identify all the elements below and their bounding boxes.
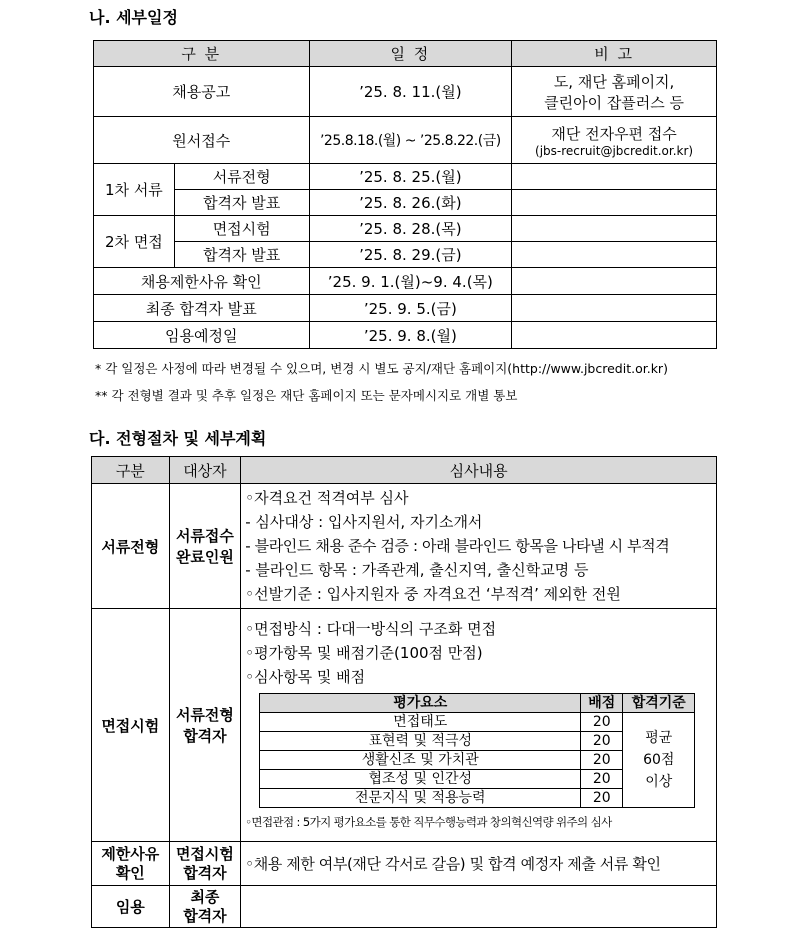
schedule-remark [512,268,717,295]
process-row-interview [92,609,717,842]
schedule-date: ’25. 9. 5.(금) [309,295,512,322]
remark-line: 도, 재단 홈페이지, [553,72,675,91]
criteria-line: 평균 [645,729,673,746]
content-line: ◦면접방식 : 다대一방식의 구조화 면접 [245,619,497,638]
remark-line: 클린아이 잡플러스 등 [544,93,685,112]
schedule-date: ’25. 8. 25.(월) [309,164,512,190]
process-content: ◦채용 제한 여부(재단 각서로 갈음) 및 합격 예정자 제출 서류 확인 [241,842,717,886]
target-line: 면접시험 [175,844,234,863]
criteria-line: 이상 [645,773,673,790]
evaluation-table [259,693,695,808]
schedule-remark [512,216,717,242]
schedule-remark [512,164,717,190]
evaluation-item: 협조성 및 인간성 [260,769,581,788]
schedule-row [94,67,717,117]
schedule-group-label: 2차 면접 [94,216,175,268]
content-line: - 심사대상 : 입사지원서, 자기소개서 [245,513,483,531]
content-line: - 블라인드 항목 : 가족관계, 출신지역, 출신학교명 등 [245,561,589,579]
process-row-document [92,484,717,609]
process-header-content: 심사내용 [241,457,717,484]
schedule-sub-label: 합격자 발표 [174,242,309,268]
target-line: 서류접수 [175,527,234,545]
process-target [169,484,241,609]
schedule-row [94,322,717,349]
target-line: 합격자 [183,906,227,925]
schedule-sub-label: 면접시험 [174,216,309,242]
schedule-row [94,216,717,242]
content-line: ◦평가항목 및 배점기준(100점 만점) [245,643,483,662]
schedule-header-row [94,41,717,67]
target-line: 합격자 [183,863,227,882]
process-row-restriction [92,842,717,886]
content-line: ◦자격요건 적격여부 심사 [245,489,409,507]
schedule-row [94,117,717,164]
schedule-row [94,242,717,268]
schedule-remark [512,67,717,117]
process-target [169,609,241,842]
schedule-header-date: 일 정 [309,41,512,67]
schedule-label: 원서접수 [94,117,310,164]
schedule-note: * 각 일정은 사정에 따라 변경될 수 있으며, 변경 시 별도 공지/재단 홈페이지(http://www.jbcredit.or.kr) [95,361,668,376]
schedule-header-category: 구 분 [94,41,310,67]
schedule-group-label: 1차 서류 [94,164,175,216]
schedule-date: ’25. 8. 11.(월) [309,67,512,117]
schedule-sub-label: 서류전형 [174,164,309,190]
schedule-date: ’25. 8. 28.(목) [309,216,512,242]
remark-email: (jbs-recruit@jbcredit.or.kr) [535,143,694,158]
schedule-label: 채용공고 [94,67,310,117]
schedule-date: ’25. 8. 29.(금) [309,242,512,268]
stage-line: 제한사유 [101,844,160,863]
schedule-label: 채용제한사유 확인 [94,268,310,295]
process-stage [92,842,170,886]
evaluation-header-row [260,693,695,712]
schedule-remark [512,242,717,268]
process-stage: 면접시험 [92,609,170,842]
stage-line: 확인 [115,863,145,882]
schedule-remark [512,117,717,164]
evaluation-row [260,712,695,731]
schedule-date: ’25.8.18.(월) ~ ’25.8.22.(금) [309,117,512,164]
schedule-label: 임용예정일 [94,322,310,349]
process-header-stage: 구분 [92,457,170,484]
schedule-label: 최종 합격자 발표 [94,295,310,322]
process-header-target: 대상자 [169,457,241,484]
evaluation-item: 생활신조 및 가치관 [260,750,581,769]
interview-footnote: ◦면접관점 : 5가지 평가요소를 통한 직무수행능력과 창의혁신역량 위주의 심사 [245,814,612,829]
remark-line: 재단 전자우편 접수 [551,124,677,143]
schedule-note: ** 각 전형별 결과 및 추후 일정은 재단 홈페이지 또는 문자메시지로 개별 통보 [95,388,518,403]
content-line: - 블라인드 채용 준수 검증 : 아래 블라인드 항목을 나타낼 시 부적격 [245,537,670,555]
criteria-line: 60점 [643,751,675,768]
process-content [241,484,717,609]
schedule-remark [512,190,717,216]
section-title-schedule: 나. 세부일정 [89,8,178,27]
target-line: 합격자 [183,727,227,745]
schedule-header-remarks: 비 고 [512,41,717,67]
process-header-row [92,457,717,484]
content-line: ◦선발기준 : 입사지원자 중 자격요건 ‘부적격’ 제외한 전원 [245,585,621,603]
section-title-process: 다. 전형절차 및 세부계획 [89,429,267,448]
target-line: 서류전형 [175,706,234,724]
schedule-row [94,295,717,322]
schedule-remark [512,322,717,349]
evaluation-header-item: 평가요소 [260,693,581,712]
evaluation-score: 20 [581,731,623,750]
process-stage: 서류전형 [92,484,170,609]
evaluation-item: 전문지식 및 적용능력 [260,788,581,807]
evaluation-score: 20 [581,788,623,807]
schedule-date: ’25. 9. 8.(월) [309,322,512,349]
process-content [241,609,717,842]
evaluation-criteria [623,712,695,807]
evaluation-header-score: 배점 [581,693,623,712]
evaluation-score: 20 [581,750,623,769]
evaluation-header-criteria: 합격기준 [623,693,695,712]
target-line: 최종 [190,887,220,906]
schedule-date: ’25. 8. 26.(화) [309,190,512,216]
schedule-sub-label: 합격자 발표 [174,190,309,216]
schedule-row [94,164,717,190]
process-target [169,842,241,886]
evaluation-item: 표현력 및 적극성 [260,731,581,750]
evaluation-item: 면접태도 [260,712,581,731]
schedule-row [94,190,717,216]
content-line: ◦심사항목 및 배점 [245,667,366,686]
process-target [169,886,241,928]
evaluation-score: 20 [581,769,623,788]
schedule-remark [512,295,717,322]
target-line: 완료인원 [175,548,234,566]
schedule-date: ’25. 9. 1.(월)~9. 4.(목) [309,268,512,295]
schedule-table [93,40,717,349]
process-stage: 임용 [92,886,170,928]
schedule-row [94,268,717,295]
evaluation-score: 20 [581,712,623,731]
process-row-appointment [92,886,717,928]
process-table [91,456,717,928]
process-content [241,886,717,928]
